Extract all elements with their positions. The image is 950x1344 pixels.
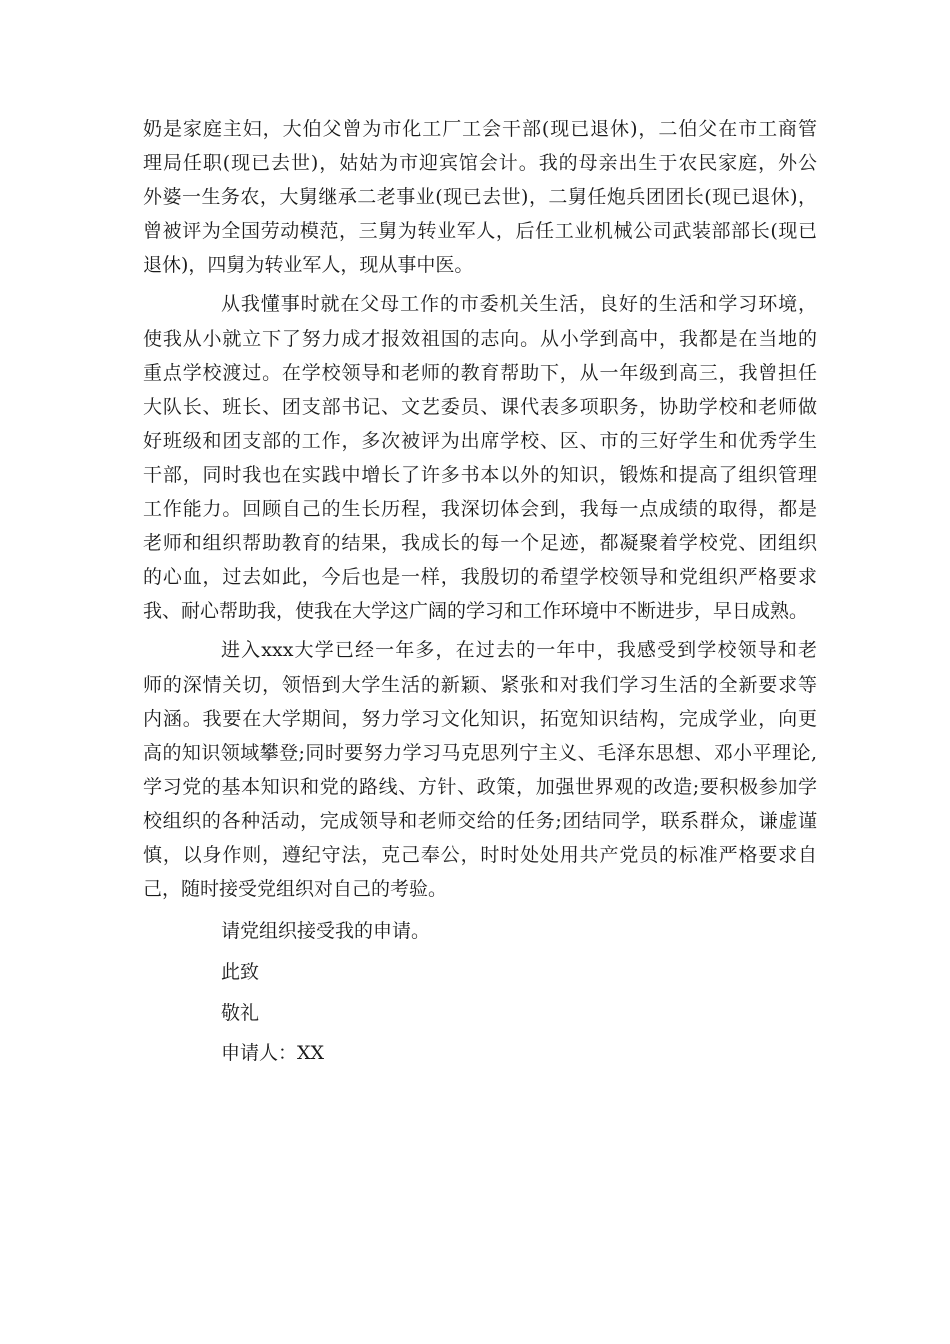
closing-request: 请党组织接受我的申请。	[221, 920, 431, 943]
paragraph-university-goals	[143, 633, 817, 906]
text-line: 慎，以身作则，遵纪守法，克己奉公，时时处处用共产党员的标准严格要求自	[143, 843, 817, 866]
text-line: 奶是家庭主妇，大伯父曾为市化工厂工会干部(现已退休)，二伯父在市工商管	[143, 118, 817, 140]
salutation-cizhi: 此致	[221, 960, 260, 983]
text-line: 校组织的各种活动，完成领导和老师交给的任务;团结同学，联系群众，谦虚谨	[143, 809, 817, 832]
text-line: 工作能力。回顾自己的生长历程，我深切体会到，我每一点成绩的取得，都是	[143, 498, 817, 521]
text-line: 曾被评为全国劳动模范，三舅为转业军人，后任工业机械公司武装部部长(现已	[143, 220, 817, 243]
text-line: 使我从小就立下了努力成才报效祖国的志向。从小学到高中，我都是在当地的	[143, 327, 817, 350]
text-line: 进入xxx大学已经一年多，在过去的一年中，我感受到学校领导和老	[221, 639, 817, 662]
text-line: 好班级和团支部的工作，多次被评为出席学校、区、市的三好学生和优秀学生	[143, 429, 817, 452]
text-line: 师的深情关切，领悟到大学生活的新颖、紧张和对我们学习生活的全新要求等	[143, 673, 817, 696]
text-line: 的心血，过去如此，今后也是一样，我殷切的希望学校领导和党组织严格要求	[143, 566, 817, 589]
text-line: 内涵。我要在大学期间，努力学习文化知识，拓宽知识结构，完成学业，向更	[143, 707, 817, 730]
text-line: 己，随时接受党组织对自己的考验。	[143, 878, 448, 901]
paragraph-family-background	[143, 112, 817, 282]
text-line: 从我懂事时就在父母工作的市委机关生活，良好的生活和学习环境，	[221, 293, 817, 316]
text-line: 外婆一生务农，大舅继承二老事业(现已去世)，二舅任炮兵团团长(现已退休)，	[143, 186, 817, 209]
paragraph-upbringing	[143, 287, 817, 628]
applicant-signature: 申请人：XX	[221, 1042, 325, 1065]
text-line: 老师和组织帮助教育的结果，我成长的每一个足迹，都凝聚着学校党、团组织	[143, 532, 817, 555]
document-page	[143, 112, 817, 1074]
text-line: 干部，同时我也在实践中增长了许多书本以外的知识，锻炼和提高了组织管理	[143, 463, 817, 486]
text-line: 理局任职(现已去世)，姑姑为市迎宾馆会计。我的母亲出生于农民家庭，外公	[143, 152, 817, 175]
text-line: 大队长、班长、团支部书记、文艺委员、课代表多项职务，协助学校和老师做	[143, 395, 817, 418]
text-line: 退休)，四舅为转业军人，现从事中医。	[143, 254, 474, 277]
text-line: 学习党的基本知识和党的路线、方针、政策，加强世界观的改造;要积极参加学	[143, 775, 817, 798]
text-line: 我、耐心帮助我，使我在大学这广阔的学习和工作环境中不断进步，早日成熟。	[143, 600, 809, 623]
text-line: 重点学校渡过。在学校领导和老师的教育帮助下，从一年级到高三，我曾担任	[143, 361, 817, 384]
closing-block	[143, 911, 817, 1074]
text-line: 高的知识领域攀登;同时要努力学习马克思列宁主义、毛泽东思想、邓小平理论,	[143, 741, 817, 764]
salutation-jingli: 敬礼	[221, 1001, 260, 1024]
